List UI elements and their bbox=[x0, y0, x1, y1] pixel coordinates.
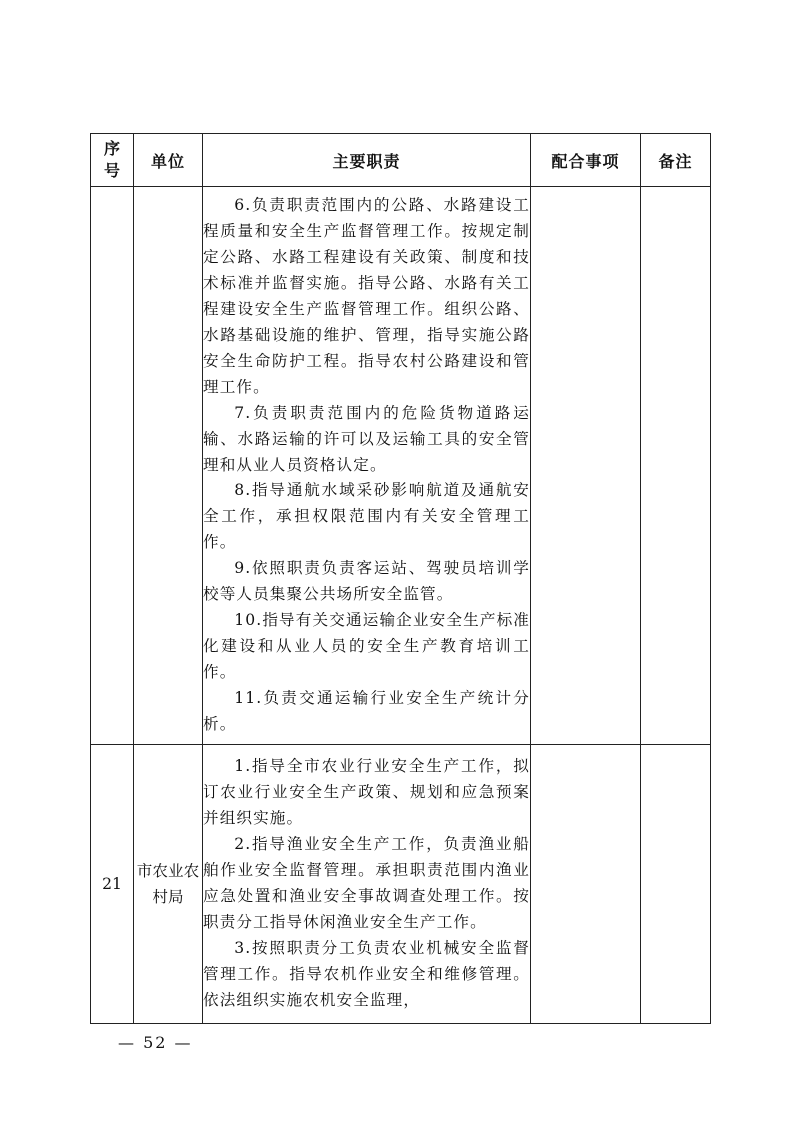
row-remarks bbox=[641, 745, 711, 1024]
row-cooperation bbox=[531, 745, 641, 1024]
duty-item: 2.指导渔业安全生产工作，负责渔业船舶作业安全监督管理。承担职责范围内渔业应急处置和渔业安全事故调查处理工作。按职责分工指导休闲渔业安全生产工作。 bbox=[203, 835, 530, 931]
duty-item: 11.负责交通运输行业安全生产统计分析。 bbox=[203, 688, 530, 733]
header-duties: 主要职责 bbox=[203, 134, 531, 187]
row-unit: 市农业农村局 bbox=[134, 745, 203, 1024]
duty-item: 7.负责职责范围内的危险货物道路运输、水路运输的许可以及运输工具的安全管理和从业人员资格认定。 bbox=[203, 403, 530, 474]
header-unit: 单位 bbox=[134, 134, 203, 187]
row-unit bbox=[134, 187, 203, 745]
row-cooperation bbox=[531, 187, 641, 745]
duty-item: 1.指导全市农业行业安全生产工作，拟订农业行业安全生产政策、规划和应急预案并组织实施。 bbox=[203, 757, 530, 828]
duty-item: 8.指导通航水域采砂影响航道及通航安全工作，承担权限范围内有关安全管理工作。 bbox=[203, 481, 530, 552]
row-remarks bbox=[641, 187, 711, 745]
row-duties bbox=[203, 745, 531, 1024]
header-seq bbox=[91, 134, 134, 187]
duty-item: 9.依照职责负责客运站、驾驶员培训学校等人员集聚公共场所安全监管。 bbox=[203, 559, 530, 604]
row-seq bbox=[91, 187, 134, 745]
duty-item: 10.指导有关交通运输企业安全生产标准化建设和从业人员的安全生产教育培训工作。 bbox=[203, 610, 530, 681]
header-cooperation: 配合事项 bbox=[531, 134, 641, 187]
table-header-row bbox=[91, 134, 711, 187]
duty-item: 6.负责职责范围内的公路、水路建设工程质量和安全生产监督管理工作。按规定制定公路、水路工程建设有关政策、制度和技术标准并监督实施。指导公路、水路有关工程建设安全生产监督管理工作。组织公路、水路基础设施的维护、管理，指导实施公路安全生命防护工程。指导农村公路建设和管理工作。 bbox=[203, 196, 530, 396]
row-duties bbox=[203, 187, 531, 745]
page-number: — 52 — bbox=[118, 1033, 193, 1052]
duty-table bbox=[90, 133, 711, 1024]
duty-item: 3.按照职责分工负责农业机械安全监督管理工作。指导农机作业安全和维修管理。依法组织实施农机安全监理， bbox=[203, 938, 530, 1009]
table-row bbox=[91, 745, 711, 1024]
header-seq-text: 序号 bbox=[103, 139, 120, 180]
row-seq: 21 bbox=[91, 745, 134, 1024]
header-remarks: 备注 bbox=[641, 134, 711, 187]
table-row bbox=[91, 187, 711, 745]
